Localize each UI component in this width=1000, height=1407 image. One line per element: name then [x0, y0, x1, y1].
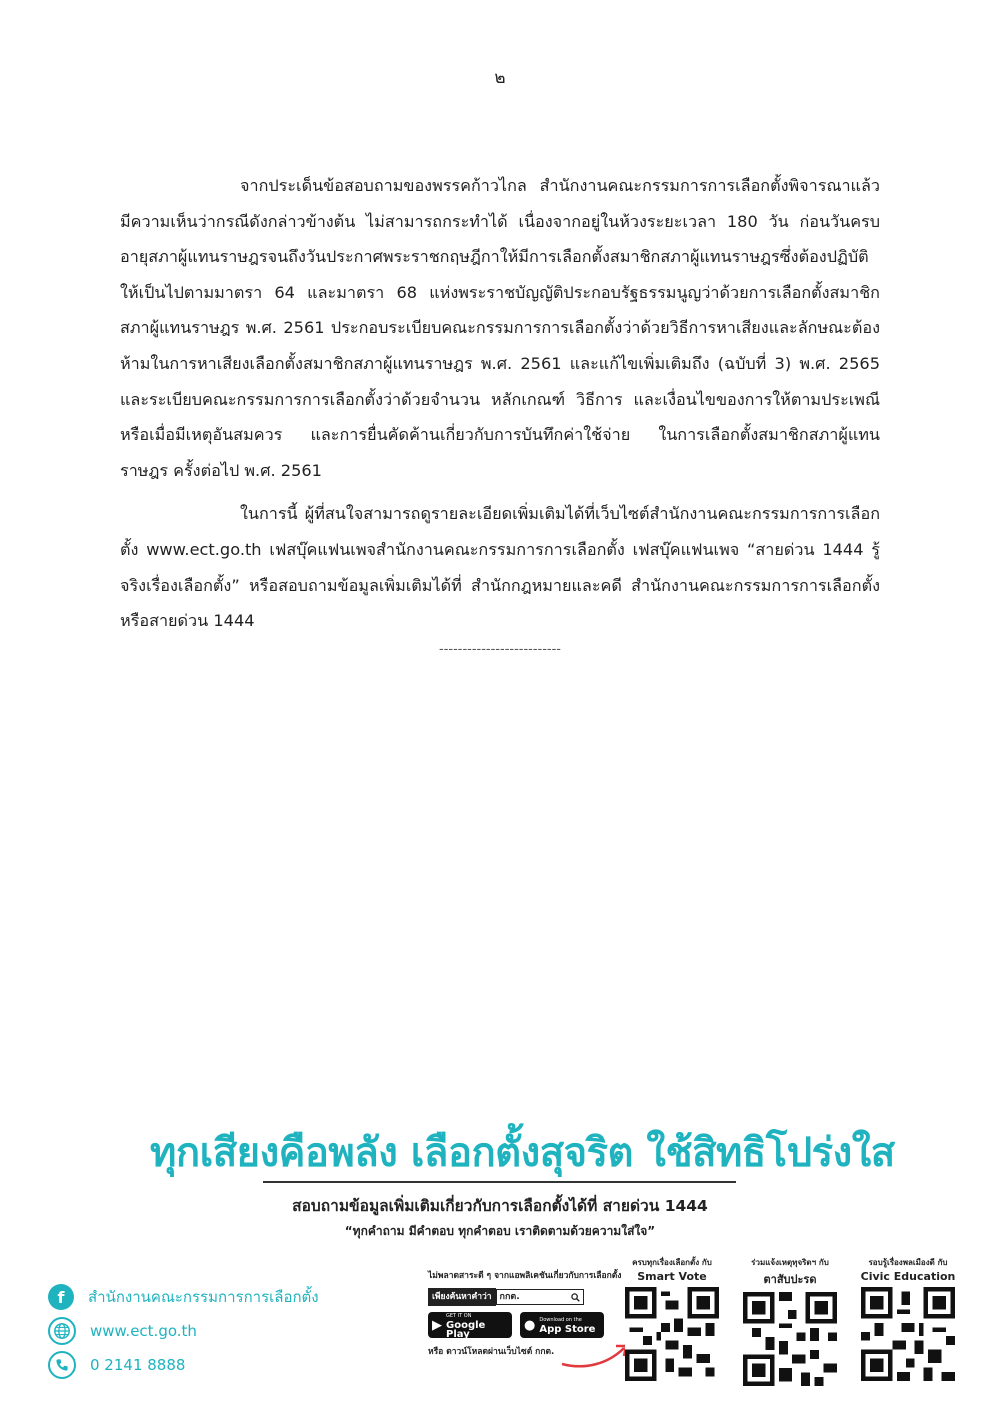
- download-note: หรือ ดาวน์โหลดผ่านเว็บไซต์ กกต.: [428, 1347, 555, 1357]
- qr-civic-education[interactable]: รอบรู้เรื่องพลเมืองดี กับ Civic Education: [858, 1256, 958, 1381]
- contact-website[interactable]: [48, 1314, 319, 1348]
- qr-code-icon: [625, 1287, 719, 1381]
- apple-icon: ●: [524, 1317, 536, 1333]
- footer-slogan: ทุกเสียงคือพลัง เลือกตั้งสุจริต ใช้สิทธิโปร่งใส: [150, 1130, 895, 1176]
- search-value: กกต.: [499, 1292, 520, 1302]
- letter-body: [120, 168, 880, 647]
- globe-icon: [48, 1317, 76, 1345]
- website-url: www.ect.go.th: [90, 1322, 197, 1340]
- contact-list: [48, 1280, 319, 1382]
- qr-code-icon: [743, 1292, 837, 1386]
- qr-code-icon: [861, 1287, 955, 1381]
- qr-tasapparod[interactable]: ร่วมแจ้งเหตุทุจริตฯ กับ ตาสับปะรด: [740, 1256, 840, 1386]
- search-icon: [571, 1293, 580, 1302]
- contact-phone[interactable]: [48, 1348, 319, 1382]
- end-divider: --------------------------: [439, 642, 561, 657]
- contact-facebook[interactable]: [48, 1280, 319, 1314]
- search-hint: [428, 1288, 618, 1306]
- google-play-badge[interactable]: ▶ GET IT ON Google Play: [428, 1312, 512, 1338]
- phone-number: 0 2141 8888: [90, 1356, 186, 1374]
- search-box: [496, 1289, 584, 1305]
- qr-smart-vote[interactable]: ครบทุกเรื่องเลือกตั้ง กับ Smart Vote: [622, 1256, 722, 1381]
- footer-quote: “ทุกคำถาม มีคำตอบ ทุกคำตอบ เราติดตามด้วยความใส่ใจ”: [344, 1224, 656, 1238]
- play-icon: ▶: [432, 1317, 442, 1333]
- facebook-icon: f: [48, 1284, 74, 1310]
- footer-divider: [263, 1181, 736, 1183]
- footer-hotline: สอบถามข้อมูลเพิ่มเติมเกี่ยวกับการเลือกตั้งได้ที่ สายด่วน 1444: [292, 1197, 708, 1215]
- paragraph-findings: จากประเด็นข้อสอบถามของพรรคก้าวไกล สำนักงานคณะกรรมการการเลือกตั้งพิจารณาแล้วมีความเห็นว่ากรณีดังกล่าวข้างต้น ไม่สามารถกระทำได้ เนื่องจากอยู่ในห้วงระยะเวลา 180 วัน ก่อนวันครบอายุสภาผู้แทนราษฎรจนถึงวันประกาศพระราชกฤษฎีกาให้มีการเลือกตั้งสมาชิกสภาผู้แทนราษฎรซึ่งต้องปฏิบัติให้เป็นไปตามมาตรา 64 และมาตรา 68 แห่งพระราชบัญญัติประกอบรัฐธรรมนูญว่าด้วยการเลือกตั้งสมาชิกสภาผู้แทนราษฎร พ.ศ. 2561 ประกอบระเบียบคณะกรรมการการเลือกตั้งว่าด้วยวิธีการหาเสียงและลักษณะต้องห้ามในการหาเสียงเลือกตั้งสมาชิกสภาผู้แทนราษฎร พ.ศ. 2561 และแก้ไขเพิ่มเติมถึง (ฉบับที่ 3) พ.ศ. 2565 และระเบียบคณะกรรมการการเลือกตั้งว่าด้วยจำนวน หลักเกณฑ์ วิธีการ และเงื่อนไขของการให้ตามประเพณี หรือเมื่อมีเหตุอันสมควร และการยื่นคัดค้านเกี่ยวกับการบันทึกค่าใช้จ่าย ในการเลือกตั้งสมาชิกสภาผู้แทนราษฎร ครั้งต่อไป พ.ศ. 2561: [120, 176, 880, 480]
- store-badges: [428, 1312, 618, 1338]
- phone-icon: [48, 1351, 76, 1379]
- app-store-badge[interactable]: ● Download on the App Store: [520, 1312, 604, 1338]
- arrow-icon: [560, 1340, 630, 1370]
- paragraph-contact-info: ในการนี้ ผู้ที่สนใจสามารถดูรายละเอียดเพิ่มเติมได้ที่เว็บไซต์สำนักงานคณะกรรมการการเลือกตั้ง www.ect.go.th เฟสบุ๊คแฟนเพจสำนักงานคณะกรรมการการเลือกตั้ง เฟสบุ๊คแฟนเพจ “สายด่วน 1444 รู้จริงเรื่องเลือกตั้ง” หรือสอบถามข้อมูลเพิ่มเติมได้ที่ สำนักกฎหมายและคดี สำนักงานคณะกรรมการการเลือกตั้ง หรือสายด่วน 1444: [120, 504, 880, 631]
- app-caption: ไม่พลาดสาระดี ๆ จากแอพลิเคชันเกี่ยวกับการเลือกตั้ง: [428, 1271, 622, 1281]
- search-label: เพียงค้นหาคำว่า: [428, 1288, 496, 1306]
- facebook-page-name: สำนักงานคณะกรรมการการเลือกตั้ง: [88, 1288, 319, 1306]
- page-number: ๒: [494, 68, 506, 88]
